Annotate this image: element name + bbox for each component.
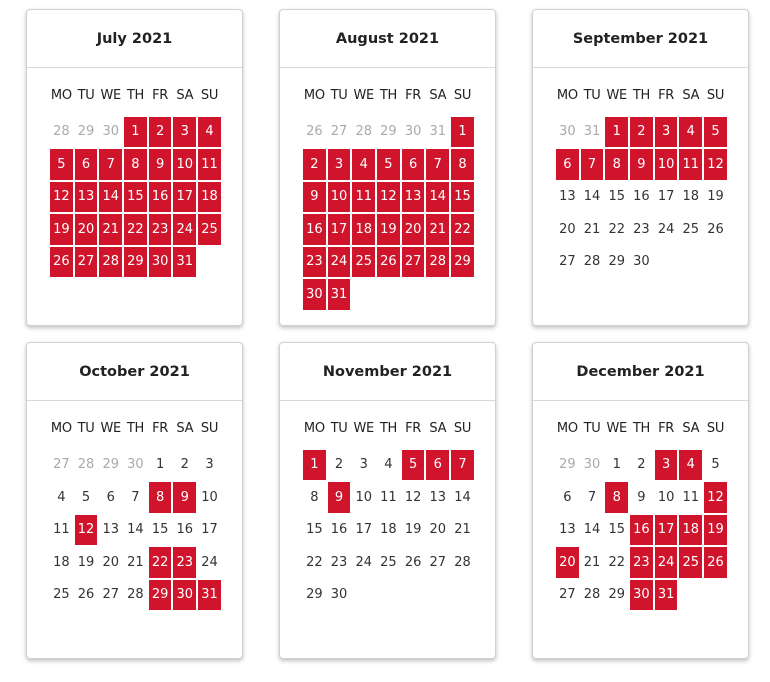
day-cell-highlighted[interactable]: 19: [704, 515, 727, 546]
day-cell[interactable]: 13: [559, 189, 576, 205]
day-cell[interactable]: 23: [633, 221, 650, 237]
day-cell[interactable]: 2: [637, 457, 646, 473]
weekday-header: WE: [606, 88, 627, 103]
day-cell[interactable]: 24: [201, 554, 218, 570]
day-cell[interactable]: 27: [102, 587, 119, 603]
weekday-header: WE: [100, 421, 121, 436]
day-cell[interactable]: 27: [429, 554, 447, 570]
day-cell-highlighted[interactable]: 24: [328, 247, 351, 278]
day-cell-highlighted[interactable]: 4: [198, 117, 221, 148]
day-cell[interactable]: 26: [404, 554, 422, 570]
month-card: [532, 9, 749, 326]
day-cell-highlighted[interactable]: 9: [173, 482, 196, 513]
day-cell-highlighted[interactable]: 23: [630, 547, 653, 578]
day-cell[interactable]: 17: [201, 522, 218, 538]
day-grid: [555, 416, 728, 611]
day-cell-highlighted[interactable]: 3: [655, 450, 678, 481]
day-cell-highlighted[interactable]: 23: [173, 547, 196, 578]
day-cell[interactable]: 25: [380, 554, 397, 570]
day-cell-highlighted[interactable]: 2: [630, 117, 653, 148]
weekday-header: TU: [583, 421, 601, 436]
day-cell-highlighted[interactable]: 8: [605, 149, 628, 180]
day-cell[interactable]: 21: [454, 522, 471, 538]
day-cell-highlighted[interactable]: 26: [704, 547, 727, 578]
day-cell[interactable]: 23: [330, 554, 348, 570]
day-cell[interactable]: 16: [176, 522, 194, 538]
other-month-day: 31: [583, 124, 601, 140]
day-cell[interactable]: 17: [657, 189, 675, 205]
month-card: [279, 9, 496, 326]
day-cell[interactable]: 13: [429, 489, 447, 505]
day-cell-highlighted[interactable]: 10: [655, 149, 678, 180]
day-cell[interactable]: 29: [608, 254, 625, 270]
day-cell[interactable]: 17: [355, 522, 372, 538]
weekday-header: FR: [405, 421, 422, 436]
day-cell-highlighted[interactable]: 25: [679, 547, 702, 578]
day-cell-highlighted[interactable]: 30: [149, 247, 172, 278]
day-cell-highlighted[interactable]: 5: [50, 149, 73, 180]
day-cell-highlighted[interactable]: 21: [99, 214, 122, 245]
day-cell[interactable]: 21: [583, 221, 601, 237]
day-cell-highlighted[interactable]: 9: [303, 182, 326, 213]
day-cell-highlighted[interactable]: 18: [352, 214, 375, 245]
day-cell-highlighted[interactable]: 2: [303, 149, 326, 180]
day-cell-highlighted[interactable]: 26: [377, 247, 400, 278]
day-cell[interactable]: 11: [53, 522, 70, 538]
day-cell[interactable]: 25: [53, 587, 70, 603]
day-cell-highlighted[interactable]: 23: [303, 247, 326, 278]
day-cell[interactable]: 1: [612, 457, 621, 473]
weekday-header: FR: [152, 88, 169, 103]
day-cell-highlighted[interactable]: 17: [655, 515, 678, 546]
day-cell-highlighted[interactable]: 6: [426, 450, 449, 481]
weekday-header: MO: [50, 421, 72, 436]
day-cell[interactable]: 29: [306, 587, 323, 603]
day-cell[interactable]: 15: [306, 522, 323, 538]
day-cell-highlighted[interactable]: 6: [402, 149, 425, 180]
day-cell-highlighted[interactable]: 8: [605, 482, 628, 513]
day-cell-highlighted[interactable]: 29: [451, 247, 474, 278]
weekday-header: TU: [77, 88, 95, 103]
day-cell[interactable]: 12: [404, 489, 422, 505]
day-cell-highlighted[interactable]: 19: [377, 214, 400, 245]
other-month-day: 30: [127, 457, 144, 473]
day-cell-highlighted[interactable]: 25: [352, 247, 375, 278]
other-month-day: 29: [77, 124, 95, 140]
day-cell-highlighted[interactable]: 14: [426, 182, 449, 213]
day-cell-highlighted[interactable]: 9: [328, 482, 351, 513]
day-cell[interactable]: 14: [583, 522, 601, 538]
day-cell[interactable]: 13: [559, 522, 576, 538]
day-cell[interactable]: 13: [102, 522, 119, 538]
day-cell[interactable]: 3: [205, 457, 214, 473]
other-month-day: 29: [102, 457, 119, 473]
day-cell-highlighted[interactable]: 7: [451, 450, 474, 481]
day-cell-highlighted[interactable]: 24: [655, 547, 678, 578]
day-cell[interactable]: 18: [380, 522, 397, 538]
day-cell-highlighted[interactable]: 12: [377, 182, 400, 213]
day-cell-highlighted[interactable]: 26: [50, 247, 73, 278]
day-cell-highlighted[interactable]: 22: [149, 547, 172, 578]
weekday-header: MO: [303, 88, 325, 103]
day-cell-highlighted[interactable]: 4: [352, 149, 375, 180]
weekday-header: WE: [353, 421, 374, 436]
day-cell-highlighted[interactable]: 12: [75, 515, 98, 546]
day-cell-highlighted[interactable]: 31: [328, 279, 351, 310]
day-cell-highlighted[interactable]: 15: [451, 182, 474, 213]
day-grid: [555, 83, 728, 278]
month-title: July 2021: [27, 10, 242, 68]
weekday-header: SU: [453, 88, 472, 103]
day-cell-highlighted[interactable]: 17: [328, 214, 351, 245]
other-month-day: 30: [583, 457, 601, 473]
month-card: [279, 342, 496, 659]
day-cell[interactable]: 1: [155, 457, 165, 473]
weekday-header: FR: [405, 88, 422, 103]
day-cell[interactable]: 24: [657, 221, 675, 237]
weekday-header: MO: [556, 421, 578, 436]
weekday-header: TH: [632, 421, 650, 436]
day-cell[interactable]: 9: [637, 489, 646, 505]
day-cell-highlighted[interactable]: 29: [124, 247, 147, 278]
day-cell-highlighted[interactable]: 1: [451, 117, 474, 148]
day-cell-highlighted[interactable]: 13: [402, 182, 425, 213]
day-cell-highlighted[interactable]: 4: [679, 450, 702, 481]
day-cell-highlighted[interactable]: 31: [173, 247, 196, 278]
day-cell-highlighted[interactable]: 18: [679, 515, 702, 546]
day-cell-highlighted[interactable]: 18: [198, 182, 221, 213]
day-grid: [49, 416, 222, 611]
day-cell-highlighted[interactable]: 28: [426, 247, 449, 278]
day-cell[interactable]: 6: [106, 489, 115, 505]
day-cell[interactable]: 19: [404, 522, 422, 538]
day-cell[interactable]: 16: [330, 522, 348, 538]
other-month-day: 29: [559, 457, 576, 473]
day-cell[interactable]: 10: [201, 489, 218, 505]
day-cell[interactable]: 2: [180, 457, 189, 473]
day-cell-highlighted[interactable]: 16: [630, 515, 653, 546]
day-cell-highlighted[interactable]: 27: [75, 247, 98, 278]
day-cell-highlighted[interactable]: 12: [50, 182, 73, 213]
day-cell[interactable]: 27: [559, 587, 576, 603]
day-cell-highlighted[interactable]: 11: [679, 149, 702, 180]
day-cell[interactable]: 8: [310, 489, 319, 505]
day-cell-highlighted[interactable]: 5: [377, 149, 400, 180]
month-card: [26, 9, 243, 326]
weekday-header: TU: [77, 421, 95, 436]
day-cell-highlighted[interactable]: 14: [99, 182, 122, 213]
day-cell[interactable]: 26: [77, 587, 95, 603]
day-cell-highlighted[interactable]: 20: [556, 547, 579, 578]
weekday-header: TH: [126, 88, 144, 103]
day-cell-highlighted[interactable]: 30: [173, 580, 196, 611]
day-cell-highlighted[interactable]: 8: [451, 149, 474, 180]
day-cell-highlighted[interactable]: 8: [149, 482, 172, 513]
day-cell[interactable]: 2: [334, 457, 344, 473]
weekday-header: MO: [50, 88, 72, 103]
day-cell-highlighted[interactable]: 28: [99, 247, 122, 278]
weekday-header: SU: [453, 421, 472, 436]
day-cell[interactable]: 18: [682, 189, 700, 205]
weekday-header: TU: [330, 88, 348, 103]
weekday-header: WE: [606, 421, 627, 436]
day-grid: [302, 416, 475, 611]
month-title: September 2021: [533, 10, 748, 68]
day-cell[interactable]: 14: [127, 522, 144, 538]
other-month-day: 28: [53, 124, 70, 140]
day-cell-highlighted[interactable]: 27: [402, 247, 425, 278]
day-cell-highlighted[interactable]: 10: [328, 182, 351, 213]
day-cell-highlighted[interactable]: 7: [426, 149, 449, 180]
day-cell[interactable]: 19: [77, 554, 95, 570]
day-cell[interactable]: 11: [682, 489, 700, 505]
day-cell[interactable]: 29: [608, 587, 625, 603]
day-cell-highlighted[interactable]: 16: [303, 214, 326, 245]
day-cell[interactable]: 10: [355, 489, 372, 505]
weekday-header: SA: [176, 88, 194, 103]
day-cell[interactable]: 24: [355, 554, 372, 570]
day-cell[interactable]: 15: [151, 522, 169, 538]
day-cell-highlighted[interactable]: 1: [605, 117, 628, 148]
month-card: [26, 342, 243, 659]
day-cell-highlighted[interactable]: 2: [149, 117, 172, 148]
day-cell-highlighted[interactable]: 29: [149, 580, 172, 611]
day-cell[interactable]: 16: [633, 189, 650, 205]
weekday-header: TH: [126, 421, 144, 436]
other-month-day: 26: [306, 124, 323, 140]
weekday-header: SA: [429, 421, 447, 436]
day-cell-highlighted[interactable]: 10: [173, 149, 196, 180]
day-cell-highlighted[interactable]: 31: [655, 580, 678, 611]
day-cell-highlighted[interactable]: 19: [50, 214, 73, 245]
day-cell[interactable]: 18: [53, 554, 70, 570]
day-cell[interactable]: 14: [583, 189, 601, 205]
other-month-day: 30: [404, 124, 422, 140]
day-cell-highlighted[interactable]: 21: [426, 214, 449, 245]
day-cell[interactable]: 15: [608, 522, 625, 538]
day-cell-highlighted[interactable]: 24: [173, 214, 196, 245]
day-cell[interactable]: 21: [127, 554, 144, 570]
day-cell-highlighted[interactable]: 11: [198, 149, 221, 180]
other-month-day: 27: [53, 457, 70, 473]
weekday-header: TH: [379, 88, 397, 103]
day-cell-highlighted[interactable]: 1: [124, 117, 147, 148]
day-cell[interactable]: 28: [454, 554, 471, 570]
other-month-day: 30: [559, 124, 576, 140]
day-cell-highlighted[interactable]: 3: [173, 117, 196, 148]
day-cell[interactable]: 7: [587, 489, 597, 505]
weekday-header: SA: [176, 421, 194, 436]
day-cell[interactable]: 25: [682, 221, 700, 237]
day-cell[interactable]: 30: [330, 587, 348, 603]
day-cell-highlighted[interactable]: 9: [630, 149, 653, 180]
day-cell-highlighted[interactable]: 7: [99, 149, 122, 180]
weekday-header: SU: [706, 421, 725, 436]
day-cell[interactable]: 28: [127, 587, 144, 603]
day-cell[interactable]: 28: [583, 254, 601, 270]
day-cell-highlighted[interactable]: 3: [655, 117, 678, 148]
other-month-day: 29: [380, 124, 397, 140]
day-cell[interactable]: 26: [707, 221, 724, 237]
day-cell[interactable]: 22: [608, 221, 625, 237]
day-cell[interactable]: 22: [608, 554, 625, 570]
day-cell-highlighted[interactable]: 12: [704, 482, 727, 513]
day-cell-highlighted[interactable]: 6: [556, 149, 579, 180]
weekday-header: MO: [303, 421, 325, 436]
weekday-header: SU: [200, 421, 219, 436]
day-cell[interactable]: 27: [559, 254, 576, 270]
day-cell[interactable]: 21: [583, 554, 601, 570]
day-cell[interactable]: 28: [583, 587, 601, 603]
day-cell[interactable]: 30: [633, 254, 650, 270]
day-cell[interactable]: 11: [380, 489, 397, 505]
day-cell-highlighted[interactable]: 8: [124, 149, 147, 180]
weekday-header: TU: [330, 421, 348, 436]
day-cell-highlighted[interactable]: 22: [451, 214, 474, 245]
weekday-header: TU: [583, 88, 601, 103]
day-cell-highlighted[interactable]: 25: [198, 214, 221, 245]
day-cell-highlighted[interactable]: 7: [581, 149, 604, 180]
day-cell[interactable]: 14: [454, 489, 471, 505]
weekday-header: WE: [100, 88, 121, 103]
day-cell-highlighted[interactable]: 23: [149, 214, 172, 245]
day-cell-highlighted[interactable]: 12: [704, 149, 727, 180]
day-cell[interactable]: 15: [608, 189, 625, 205]
day-cell[interactable]: 19: [707, 189, 724, 205]
month-title: December 2021: [533, 343, 748, 401]
day-cell[interactable]: 20: [429, 522, 447, 538]
day-cell[interactable]: 20: [102, 554, 119, 570]
day-cell[interactable]: 20: [559, 221, 576, 237]
other-month-day: 30: [102, 124, 119, 140]
month-title: October 2021: [27, 343, 242, 401]
day-cell-highlighted[interactable]: 20: [75, 214, 98, 245]
day-cell[interactable]: 22: [306, 554, 323, 570]
day-cell-highlighted[interactable]: 6: [75, 149, 98, 180]
day-cell[interactable]: 4: [384, 457, 393, 473]
day-grid: [302, 83, 475, 311]
day-cell-highlighted[interactable]: 30: [630, 580, 653, 611]
weekday-header: SA: [682, 88, 700, 103]
other-month-day: 27: [330, 124, 348, 140]
weekday-header: FR: [658, 421, 675, 436]
weekday-header: FR: [658, 88, 675, 103]
day-cell[interactable]: 7: [131, 489, 140, 505]
day-cell[interactable]: 3: [359, 457, 368, 473]
day-cell-highlighted[interactable]: 15: [124, 182, 147, 213]
day-cell-highlighted[interactable]: 17: [173, 182, 196, 213]
weekday-header: TH: [632, 88, 650, 103]
weekday-header: SA: [682, 421, 700, 436]
day-cell[interactable]: 5: [81, 489, 91, 505]
other-month-day: 31: [429, 124, 447, 140]
day-grid: [49, 83, 222, 278]
day-cell[interactable]: 4: [57, 489, 66, 505]
day-cell-highlighted[interactable]: 20: [402, 214, 425, 245]
month-title: August 2021: [280, 10, 495, 68]
weekday-header: WE: [353, 88, 374, 103]
month-title: November 2021: [280, 343, 495, 401]
month-card: [532, 342, 749, 659]
day-cell-highlighted[interactable]: 4: [679, 117, 702, 148]
other-month-day: 28: [77, 457, 95, 473]
day-cell-highlighted[interactable]: 9: [149, 149, 172, 180]
weekday-header: SA: [429, 88, 447, 103]
weekday-header: FR: [152, 421, 169, 436]
day-cell-highlighted[interactable]: 1: [303, 450, 326, 481]
day-cell-highlighted[interactable]: 13: [75, 182, 98, 213]
day-cell-highlighted[interactable]: 3: [328, 149, 351, 180]
day-cell-highlighted[interactable]: 11: [352, 182, 375, 213]
weekday-header: MO: [556, 88, 578, 103]
day-cell-highlighted[interactable]: 5: [704, 117, 727, 148]
weekday-header: TH: [379, 421, 397, 436]
day-cell-highlighted[interactable]: 30: [303, 279, 326, 310]
day-cell-highlighted[interactable]: 31: [198, 580, 221, 611]
day-cell[interactable]: 6: [563, 489, 572, 505]
weekday-header: SU: [200, 88, 219, 103]
other-month-day: 28: [355, 124, 372, 140]
day-cell-highlighted[interactable]: 22: [124, 214, 147, 245]
day-cell[interactable]: 10: [657, 489, 675, 505]
weekday-header: SU: [706, 88, 725, 103]
day-cell-highlighted[interactable]: 16: [149, 182, 172, 213]
day-cell-highlighted[interactable]: 5: [402, 450, 425, 481]
day-cell[interactable]: 5: [711, 457, 720, 473]
